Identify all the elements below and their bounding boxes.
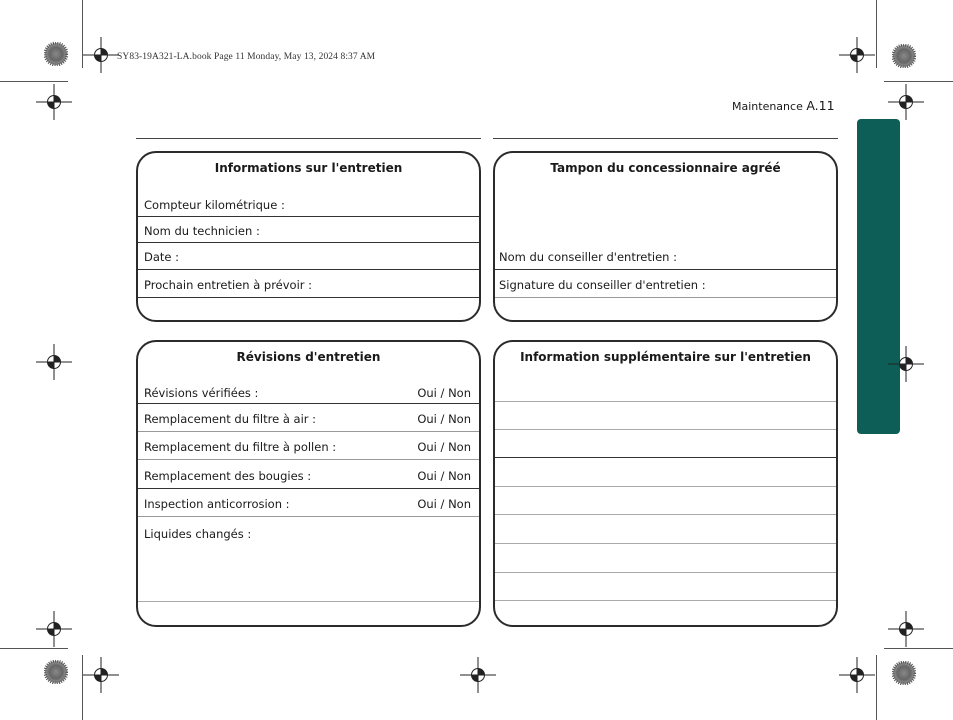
check-row [138, 460, 479, 489]
crop-line [0, 648, 68, 649]
page-number: A.11 [806, 98, 835, 113]
crop-line [884, 81, 953, 82]
crop-line [82, 655, 83, 720]
fluids-rule [138, 601, 479, 602]
note-line [495, 457, 836, 458]
top-rule-left [136, 138, 481, 139]
technician-field [138, 217, 479, 243]
registration-target-icon [847, 45, 867, 65]
technician-label: Nom du technicien : [144, 224, 260, 238]
check-row [138, 432, 479, 460]
fluids-changed-label: Liquides changés : [144, 527, 252, 541]
next-service-field [138, 270, 479, 298]
advisor-name-label: Nom du conseiller d'entretien : [499, 250, 677, 264]
next-service-label: Prochain entretien à prévoir : [144, 278, 313, 292]
note-line [495, 401, 836, 402]
note-line [495, 486, 836, 487]
service-checks-title: Révisions d'entretien [236, 350, 381, 364]
check-label: Remplacement des bougies : [144, 469, 312, 483]
registration-target-icon [91, 665, 111, 685]
section-title: Maintenance [732, 100, 803, 113]
service-checks-box [136, 340, 481, 627]
advisor-signature-label: Signature du conseiller d'entretien : [499, 278, 706, 292]
registration-target-icon [91, 45, 111, 65]
additional-info-title: Information supplémentaire sur l'entretien [520, 350, 811, 364]
dealer-stamp-title: Tampon du concessionnaire agréé [550, 161, 781, 175]
registration-target-icon [896, 92, 916, 112]
advisor-signature-field [495, 270, 836, 298]
check-value: Oui / Non [417, 386, 471, 400]
date-field [138, 243, 479, 270]
registration-target-icon [44, 619, 64, 639]
odometer-field [138, 191, 479, 217]
dealer-stamp-box [493, 151, 838, 322]
date-label: Date : [144, 250, 180, 264]
crop-line [876, 0, 877, 68]
check-row [138, 380, 479, 404]
registration-target-icon [896, 354, 916, 374]
chapter-tab [857, 119, 900, 434]
registration-target-icon [44, 352, 64, 372]
registration-target-icon [896, 619, 916, 639]
check-label: Révisions vérifiées : [144, 386, 259, 400]
page-reference [732, 98, 835, 113]
check-row [138, 404, 479, 432]
rosette-mark-icon [892, 661, 916, 685]
crop-line [876, 655, 877, 720]
note-line [495, 514, 836, 515]
rosette-mark-icon [892, 44, 916, 68]
check-value: Oui / Non [417, 469, 471, 483]
check-value: Oui / Non [417, 440, 471, 454]
note-line [495, 543, 836, 544]
check-label: Remplacement du filtre à pollen : [144, 440, 337, 454]
rosette-mark-icon [44, 660, 68, 684]
advisor-name-field [495, 243, 836, 270]
registration-target-icon [847, 665, 867, 685]
crop-line [884, 648, 953, 649]
check-value: Oui / Non [417, 497, 471, 511]
maintenance-info-title: Informations sur l'entretien [214, 161, 403, 175]
odometer-label: Compteur kilométrique : [144, 198, 285, 212]
print-slug: SY83-19A321-LA.book Page 11 Monday, May 13, 2024 8:37 AM [117, 52, 376, 62]
check-label: Remplacement du filtre à air : [144, 412, 317, 426]
maintenance-info-box [136, 151, 481, 322]
crop-line [82, 0, 83, 68]
note-line [495, 600, 836, 601]
note-line [495, 572, 836, 573]
registration-target-icon [468, 665, 488, 685]
rosette-mark-icon [44, 42, 68, 66]
note-line [495, 429, 836, 430]
check-label: Inspection anticorrosion : [144, 497, 290, 511]
additional-info-box [493, 340, 838, 627]
registration-target-icon [44, 92, 64, 112]
crop-line [0, 81, 68, 82]
check-value: Oui / Non [417, 412, 471, 426]
top-rule-right [493, 138, 838, 139]
check-row [138, 489, 479, 517]
